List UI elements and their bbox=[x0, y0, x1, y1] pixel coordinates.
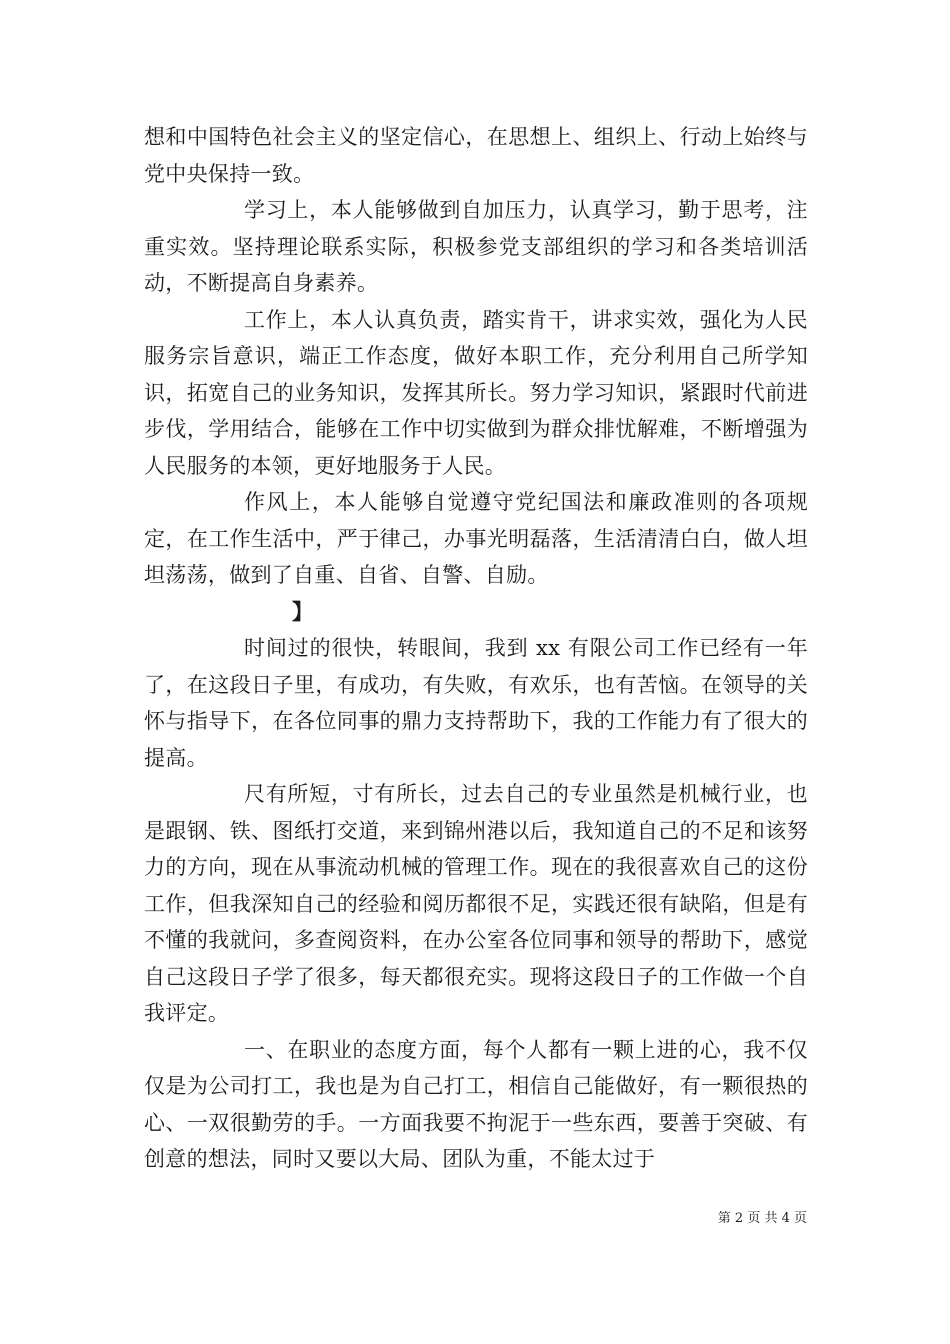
paragraph-1: 想和中国特色社会主义的坚定信心，在思想上、组织上、行动上始终与党中央保持一致。 bbox=[144, 125, 808, 186]
paragraph-study: 学习上，本人能够做到自加压力，认真学习，勤于思考，注重实效。坚持理论联系实际，积极参党支部组织的学习和各类培训活动，不断提高自身素养。 bbox=[144, 198, 808, 295]
page-number-footer: 第 2 页 共 4 页 bbox=[717, 1211, 807, 1226]
paragraph-work: 工作上，本人认真负责，踏实肯干，讲求实效，强化为人民服务宗旨意识，端正工作态度，做好本职工作，充分利用自己所学知识，拓宽自己的业务知识，发挥其所长。努力学习知识，紧跟时代前进步伐，学用结合，能够在工作中切实做到为群众排忧解难，不断增强为人民服务的本领，更好地服务于人民。 bbox=[144, 307, 808, 478]
paragraph-attitude: 一、在职业的态度方面，每个人都有一颗上进的心，我不仅仅是为公司打工，我也是为自己打工，相信自己能做好，有一颗很热的心、一双很勤劳的手。一方面我要不拘泥于一些东西，要善于突破、有创意的想法，同时又要以大局、团队为重，不能太过于 bbox=[144, 1037, 808, 1171]
bracket-mark: 】 bbox=[292, 598, 313, 624]
body-text bbox=[144, 119, 808, 1178]
paragraph-strengths: 尺有所短，寸有所长，过去自己的专业虽然是机械行业，也是跟钢、铁、图纸打交道，来到锦州港以后，我知道自己的不足和该努力的方向，现在从事流动机械的管理工作。现在的我很喜欢自己的这份工作，但我深知自己的经验和阅历都很不足，实践还很有缺陷，但是有不懂的我就问，多查阅资料，在办公室各位同事和领导的帮助下，感觉自己这段日子学了很多，每天都很充实。现将这段日子的工作做一个自我评定。 bbox=[144, 782, 808, 1025]
paragraph-time: 时间过的很快，转眼间，我到 xx 有限公司工作已经有一年了，在这段日子里，有成功，有失败，有欢乐，也有苦恼。在领导的关怀与指导下，在各位同事的鼎力支持帮助下，我的工作能力有了很大的提高。 bbox=[144, 636, 808, 770]
paragraph-style: 作风上，本人能够自觉遵守党纪国法和廉政准则的各项规定，在工作生活中，严于律己，办事光明磊落，生活清清白白，做人坦坦荡荡，做到了自重、自省、自警、自励。 bbox=[144, 490, 808, 587]
